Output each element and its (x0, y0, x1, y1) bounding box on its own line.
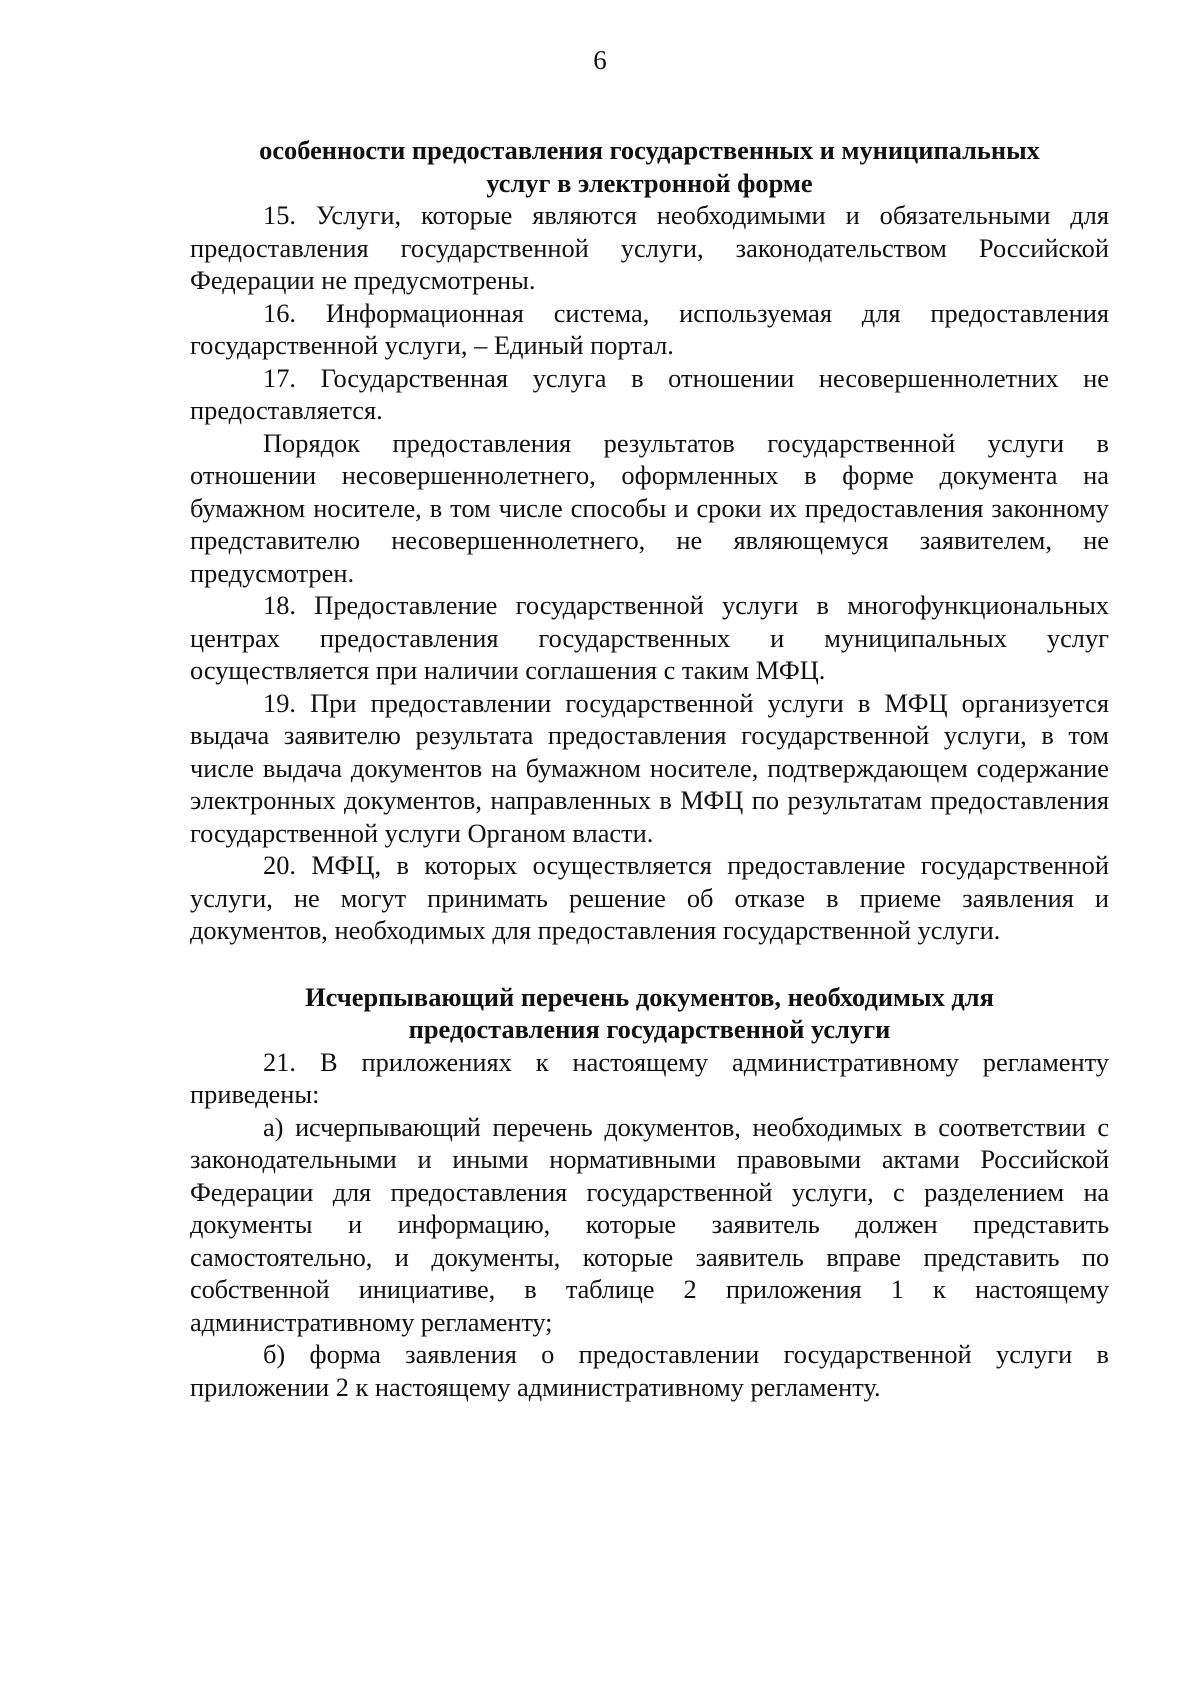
paragraph-19: 19. При предоставлении государственной услуги в МФЦ организуется выдача заявителю результата предоставления государственной услуги, в том числе выдача документов на бумажном носителе, подтверждающем содержание электронных документов, направленных в МФЦ по результатам предоставления государственной услуги Органом власти. (190, 687, 1109, 848)
section-heading (196, 981, 1103, 1046)
paragraph-15: 15. Услуги, которые являются необходимыми и обязательными для предоставления государственной услуги, законодательством Российской Федерации не предусмотрены. (190, 200, 1109, 295)
page-number: 6 (593, 45, 607, 75)
paragraph-21: 21. В приложениях к настоящему административному регламенту приведены: (190, 1046, 1109, 1109)
section-heading-line: Исчерпывающий перечень документов, необходимых для (305, 981, 994, 1012)
paragraph-18: 18. Предоставление государственной услуги в многофункциональных центрах предоставления государственных и муниципальных услуг осуществляется при наличии соглашения с таким МФЦ. (190, 590, 1109, 685)
section-documents-list (190, 981, 1109, 1404)
paragraph-17-procedure: Порядок предоставления результатов государственной услуги в отношении несовершеннолетнего, оформленных в форме документа на бумажном носителе, в том числе способы и сроки их предоставления законному представителю несовершеннолетнего, не являющемуся заявителем, не предусмотрен. (190, 427, 1109, 588)
paragraph-17: 17. Государственная услуга в отношении несовершеннолетних не предоставляется. (190, 362, 1109, 425)
section-heading-line: особенности предоставления государственных и муниципальных (259, 135, 1040, 165)
paragraph-16: 16. Информационная система, используемая для предоставления государственной услуги, – Единый портал. (190, 297, 1109, 360)
section-heading-line: услуг в электронной форме (486, 167, 813, 198)
paragraph-20: 20. МФЦ, в которых осуществляется предоставление государственной услуги, не могут принимать решение об отказе в приеме заявления и документов, необходимых для предоставления государственной услуги. (190, 850, 1109, 945)
section-heading-line: предоставления государственной услуги (408, 1014, 891, 1044)
paragraph-21-item-a: а) исчерпывающий перечень документов, необходимых в соответствии с законодательными и иными нормативными правовыми актами Российской Федерации для предоставления государственной услуги, с разделением на документы и информацию, которые заявитель должен представить самостоятельно, и документы, которые заявитель вправе представить по собственной инициативе, в таблице 2 приложения 1 к настоящему административному регламенту; (190, 1111, 1109, 1337)
section-heading (196, 134, 1103, 199)
document-body (190, 134, 1109, 1403)
section-electronic-services (190, 134, 1109, 947)
paragraph-21-item-b: б) форма заявления о предоставлении государственной услуги в приложении 2 к настоящему административному регламенту. (190, 1339, 1109, 1402)
